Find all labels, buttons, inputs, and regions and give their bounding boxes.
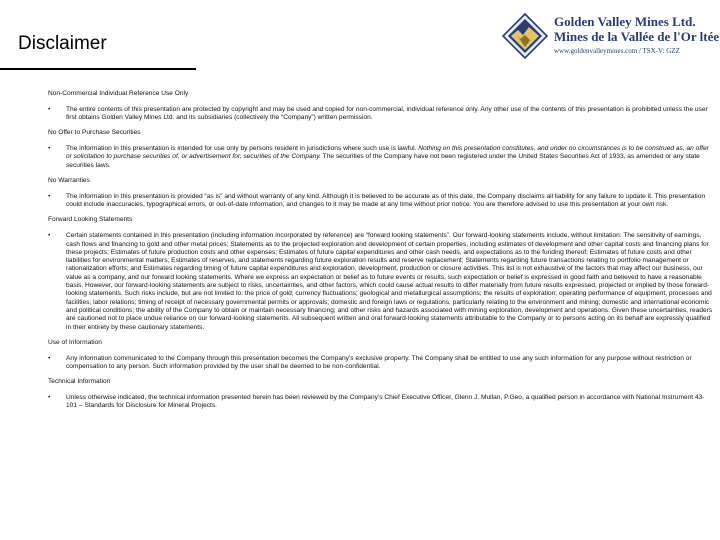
- disclaimer-body: [48, 90, 714, 418]
- bullet-icon: •: [48, 232, 51, 240]
- bullet-icon: •: [48, 105, 51, 113]
- section-heading-no-warranties: No Warranties: [48, 177, 90, 185]
- company-logo-icon: [502, 13, 548, 59]
- section-heading-forward-looking: Forward Looking Statements: [48, 216, 133, 224]
- company-name-en: Golden Valley Mines Ltd.: [554, 14, 696, 29]
- section-text: Any information communicated to the Company through this presentation becomes the Company’s exclusive property. The Company shall be entitled to use any such information for any purpose without restriction or compensation to any person. Such information provided by the user shall be deemed to be non-confidential.: [66, 354, 692, 370]
- list-item: [48, 193, 714, 210]
- section-text: The information in this presentation is intended for use only by persons resident in jurisdictions where such use is lawful.: [66, 145, 419, 153]
- list-item: [48, 145, 714, 170]
- title-underline: [0, 68, 196, 70]
- section-text-italic: Nothing on this presentation constitutes, and under no circumstances is to be construed as, an offer or solicitation to purchase securities of, or advertisement for, securities of the Company.: [66, 145, 709, 161]
- company-logo-text: [554, 14, 720, 55]
- section-heading-technical-information: Technical Information: [48, 378, 111, 386]
- section-heading-non-commercial: Non-Commercial Individual Reference Use Only: [48, 90, 189, 97]
- company-name-fr: Mines de la Vallée de l'Or ltée: [554, 29, 720, 44]
- section-heading-no-offer: No Offer to Purchase Securities: [48, 129, 141, 137]
- company-website-ticker: www.goldenvalleymines.com / TSX-V: GZZ: [554, 47, 680, 55]
- section-text: Unless otherwise indicated, the technical information presented herein has been reviewed by the Company’s Chief Executive Officer, Glenn J. Mullan, P.Geo, a qualified person in accordance with National Instrument 43-101 – Standards for Disclosure for Mineral Projects.: [66, 394, 705, 410]
- section-text: The entire contents of this presentation are protected by copyright and may be used and copied for non-commercial, individual reference only. Any other use of the contents of this presentation is prohibited unless the user first obtains Golden Valley Mines Ltd. and its subsidiaries (collectively the “Company”) written permission.: [66, 105, 708, 122]
- section-text: The information in this presentation is provided “as is” and without warranty of any kind. Although it is believed to be accurate as of this date, the Company disclaims all liability for any failure to update it. This presentation could include inaccuracies, typographical errors, or out-of-date information, and changes to it may be made at any time without prior notice. You are therefore advised to use this presentation at your own risk.: [66, 192, 706, 209]
- list-item: [48, 394, 714, 411]
- section-heading-use-of-information: Use of Information: [48, 338, 102, 346]
- bullet-icon: •: [48, 145, 51, 153]
- list-item: [48, 232, 714, 332]
- section-text: The securities of the Company have not been registered under the United States Securities Act of 1933, as amended or any state securities laws.: [66, 153, 700, 169]
- list-item: [48, 106, 714, 123]
- section-text: Certain statements contained in this presentation (including information incorporated by reference) are “forward looking statements”. Our forward-looking statements include, without limitation: The sensitivity of earnings, cash flows and financing to gold and other metal prices; Statements as to the projected exploration and development of certain properties, including estimates of development and other capital costs and financing plans for these projects; Estimates of future production costs and other expenses; Estimates of future capital expenditures and other cash needs, and expectations as to the funding thereof; Estimates of future costs and other liabilities for environmental matters; Estimates of reserves, and statements regarding future exploration results and reserve replacement; Statements regarding future transactions relating to portfolio management or rationalization efforts; and Estimates regarding timing of future capital expenditures and exploration, development, production or closure activities. This list is not exhaustive of the factors that may affect our business, our value as a company, and our forward looking statements. Where we express an expectation or belief as to future events or results, such expectation or belief is expressed in good faith and believed to have a reasonable basis. However, our forward-looking statements are subject to risks, uncertainties, and other factors, which could cause actual results to differ materially from future results expressed, projected or implied by those forward-looking statements. Such risks include, but are not limited to: the price of gold; currency fluctuations; geological and metallurgical assumptions; the results of exploration; operating performance of equipment, processes and facilities; labor relations; timing of receipt of necessary governmental permits or approvals; domestic and foreign laws or regulations, particularly relating to the environment and mining; domestic and international economic and political conditions; the ability of the Company to obtain or maintain necessary financing; and other risks and hazards associated with mining exploration, development and operations. Given these uncertainties, readers are cautioned not to place undue reliance on our forward-looking statements. All subsequent written and oral forward-looking statements attributable to the Company or to persons acting on its behalf are expressly qualified in their entirety by these cautionary statements.: [66, 232, 713, 331]
- page-title: Disclaimer: [18, 33, 107, 54]
- bullet-icon: •: [48, 394, 51, 402]
- list-item: [48, 355, 714, 372]
- bullet-icon: •: [48, 354, 51, 362]
- bullet-icon: •: [48, 192, 51, 200]
